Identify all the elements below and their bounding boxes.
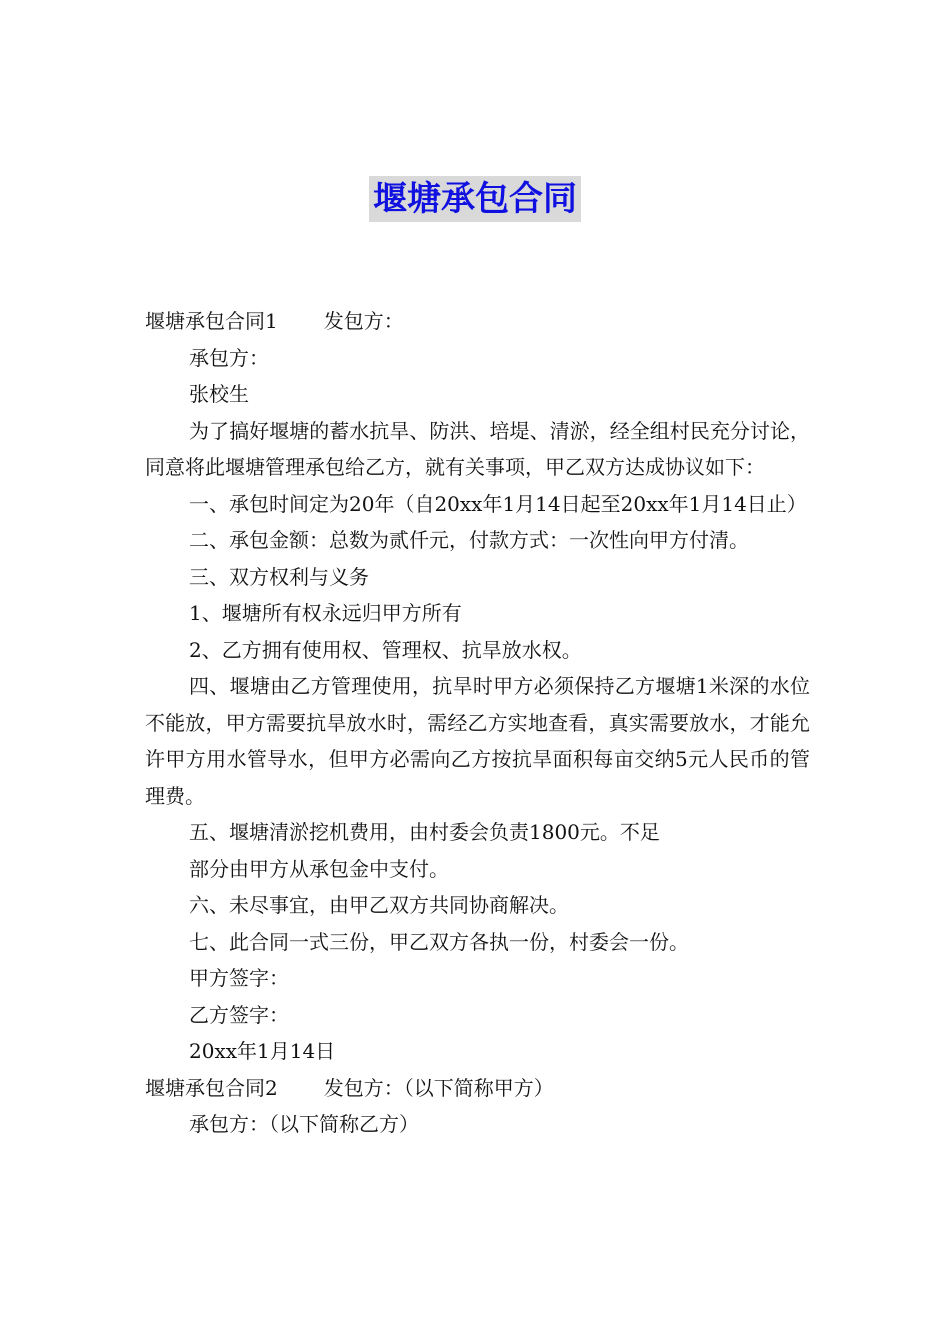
contract1-clause-5a: 五、堰塘清淤挖机费用，由村委会负责1800元。不足 <box>189 820 660 844</box>
contract1-clause-1: 一、承包时间定为20年（自20xx年1月14日起至20xx年1月14日止） <box>189 491 807 516</box>
contract1-clause-6: 六、未尽事宜，由甲乙双方共同协商解决。 <box>189 893 569 917</box>
contract2-heading: 堰塘承包合同2 <box>145 1075 278 1100</box>
contract1-heading: 堰塘承包合同1 <box>145 309 278 333</box>
contract1-clause-2: 二、承包金额：总数为贰仟元，付款方式：一次性向甲方付清。 <box>189 528 749 552</box>
contract1-sign-b: 乙方签字： <box>189 1002 289 1027</box>
contract1-clause-7: 七、此合同一式三份，甲乙双方各执一份，村委会一份。 <box>189 929 689 954</box>
document-body <box>145 303 810 1143</box>
contract1-clause-5b: 部分由甲方从承包金中支付。 <box>189 856 449 881</box>
contract1-intro: 为了搞好堰塘的蓄水抗旱、防洪、培堤、清淤，经全组村民充分讨论，同意将此堰塘管理承包给乙方，就有关事项，甲乙双方达成协议如下： <box>145 418 810 479</box>
contract2-heading-line <box>145 1070 810 1107</box>
contract1-clause-3-1: 1、堰塘所有权永远归甲方所有 <box>189 601 462 625</box>
contract1-party-b-name: 张校生 <box>189 382 249 406</box>
title-container <box>0 176 950 222</box>
contract1-clause-4: 四、堰塘由乙方管理使用，抗旱时甲方必须保持乙方堰塘1米深的水位不能放，甲方需要抗旱放水时，需经乙方实地查看，真实需要放水，才能允许甲方用水管导水，但甲方必需向乙方按抗旱面积每亩交纳5元人民币的管理费。 <box>145 674 810 808</box>
contract1-party-a: 发包方： <box>323 309 404 333</box>
contract1-date: 20xx年1月14日 <box>189 1039 336 1063</box>
document-title: 堰塘承包合同 <box>369 176 581 222</box>
contract1-party-b: 承包方： <box>189 345 269 370</box>
contract1-sign-a: 甲方签字： <box>189 966 289 990</box>
contract2-party-b: 承包方：（以下简称乙方） <box>189 1112 419 1136</box>
contract1-heading-line <box>145 303 810 340</box>
contract1-clause-3-2: 2、乙方拥有使用权、管理权、抗旱放水权。 <box>189 637 582 662</box>
contract1-clause-3: 三、双方权利与义务 <box>189 564 369 589</box>
contract2-party-a: 发包方：（以下简称甲方） <box>323 1075 554 1100</box>
